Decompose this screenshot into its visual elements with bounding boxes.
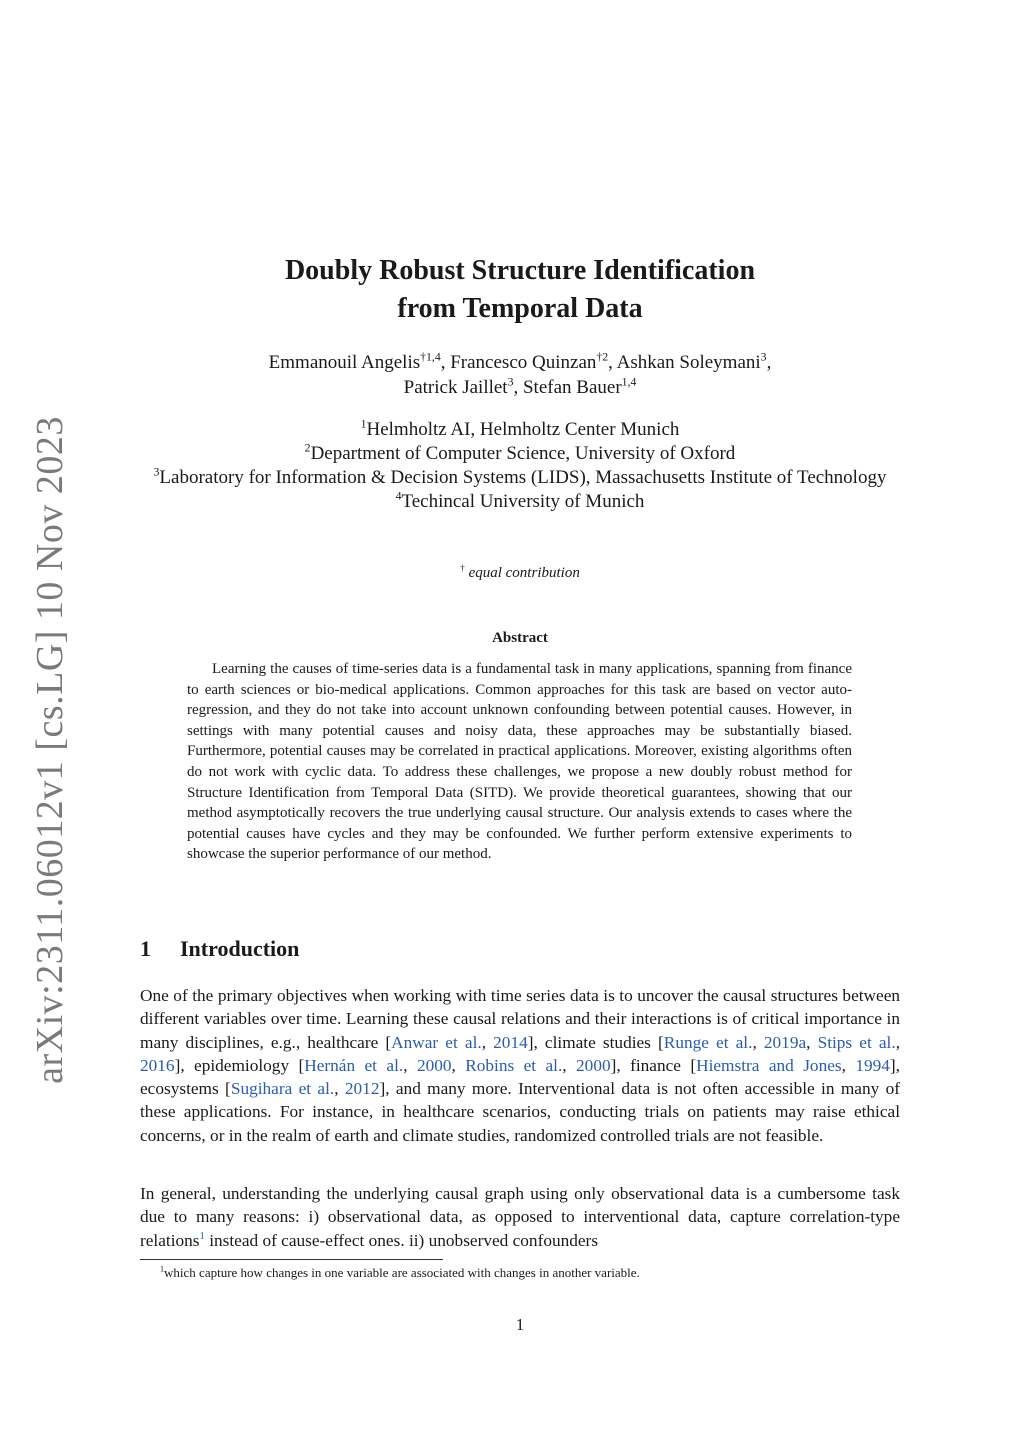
author-affiliation-mark: †2 [596, 350, 609, 364]
citation-year-link[interactable]: 2016 [140, 1055, 175, 1075]
footnote-divider [140, 1259, 443, 1260]
author-name: Patrick Jaillet [403, 377, 508, 398]
citation-year-link[interactable]: 2019a [763, 1032, 807, 1052]
footnote-text: which capture how changes in one variable are associated with changes in another variable. [164, 1265, 640, 1280]
citation-link[interactable]: Hernán et al. [304, 1055, 404, 1075]
citation-year-link[interactable]: 2014 [493, 1032, 528, 1052]
affiliation [140, 418, 900, 442]
affiliation-text: Laboratory for Information & Decision Systems (LIDS), Massachusetts Institute of Technology [159, 467, 887, 488]
footnote-mark: 1 [160, 1264, 165, 1274]
author-name: Francesco Quinzan [450, 352, 597, 373]
author-affiliation-mark: 1,4 [621, 375, 637, 389]
paragraph-text: ], epidemiology [ [174, 1055, 305, 1075]
affiliation-text: Department of Computer Science, University of Oxford [310, 443, 736, 464]
affiliation-mark: 2 [304, 441, 311, 455]
paper-title [140, 252, 900, 328]
citation-link[interactable]: Sugihara et al. [230, 1079, 335, 1099]
citation-year-link[interactable]: 2012 [344, 1079, 380, 1099]
affiliation-text: Techincal University of Munich [401, 491, 645, 512]
author-affiliation-mark: †1,4 [420, 350, 441, 364]
author-name: Ashkan Soleymani [616, 352, 761, 373]
paragraph-text: instead of cause-effect ones. ii) unobserved confounders [204, 1230, 599, 1250]
citation-link[interactable]: Anwar et al. [391, 1032, 482, 1052]
section-number: 1 [140, 936, 151, 961]
author-separator: , [766, 352, 772, 373]
affiliation-mark: 4 [395, 489, 402, 503]
abstract-body: Learning the causes of time-series data is a fundamental task in many applications, spanning from finance to earth sciences or bio-medical applications. Common approaches for this task are based on vector auto-regression, and they do not take into account unknown confounding between potential causes. However, in settings with many potential causes and noisy data, these approaches may be substantially biased. Furthermore, potential causes may be correlated in practical applications. Moreover, existing algorithms often do not work with cyclic data. To address these challenges, we propose a new doubly robust method for Structure Identification from Temporal Data (SITD). We provide theoretical guarantees, showing that our method asymptotically recovers the true underlying causal structure. Our analysis extends to cases where the potential causes have cycles and they may be confounded. We further perform extensive experiments to showcase the superior performance of our method. [187, 661, 852, 863]
page-number: 1 [515, 1315, 525, 1334]
dagger-mark: † [460, 564, 465, 574]
affiliation-mark: 3 [153, 465, 160, 479]
paragraph-text: ], finance [ [610, 1055, 697, 1075]
affiliations [140, 418, 900, 514]
paragraph-text: ], ecosystems [ [140, 1055, 900, 1099]
affiliation [140, 442, 900, 466]
citation-year-link[interactable]: 2000 [416, 1055, 452, 1075]
citation-link[interactable]: Hiemstra and Jones [696, 1055, 842, 1075]
abstract-heading: Abstract [492, 630, 548, 646]
author-separator: , [440, 352, 451, 373]
section-title: Introduction [180, 936, 300, 961]
citation-link[interactable]: Robins et al. [465, 1055, 563, 1075]
author-name: Emmanouil Angelis [268, 352, 421, 373]
title-line-1: Doubly Robust Structure Identification [284, 255, 756, 286]
citation-year-link[interactable]: 2000 [576, 1055, 611, 1075]
paragraph-text: One of the primary objectives when working with time series data is to uncover the causal structures between different variables over time. Learning these causal relations and their interactions is of critical importance in many disciplines, e.g., healthcare [ [140, 986, 900, 1052]
paragraph-text: ], climate studies [ [527, 1032, 664, 1052]
intro-paragraph-2 [140, 1182, 900, 1252]
arxiv-identifier: arXiv:2311.06012v1 [cs.LG] 10 Nov 2023 [29, 416, 71, 1084]
intro-paragraph-1: One of the primary objectives when working with time series data is to uncover the causal structures between different variables over time. Learning these causal relations and their interactions is of critical importance in many disciplines, e.g., healthcare [Anwar et al., 2014], climate studies [Runge et al., 2019a, Stips et al., 2016], epidemiology [Hernán et al., 2000, Robins et al., 2000], finance [Hiemstra and Jones, 1994], ecosystems [Sugihara et al., 2012], and many more. Interventional data is not often accessible in many of these applications. For instance, in healthcare scenarios, conducting trials on patients may raise ethical concerns, or in the realm of earth and climate studies, randomized controlled trials are not feasible. [140, 986, 901, 1145]
author-separator: , [513, 377, 523, 398]
citation-year-link[interactable]: 1994 [855, 1055, 890, 1075]
affiliation [140, 490, 900, 514]
author-separator: , [608, 352, 617, 373]
equal-contribution-note [140, 563, 900, 583]
author-name: Stefan Bauer [522, 377, 622, 398]
author-affiliation-mark: 3 [760, 350, 767, 364]
title-line-2: from Temporal Data [397, 293, 643, 324]
author-affiliation-mark: 3 [507, 375, 514, 389]
equal-contribution-text: equal contribution [468, 565, 580, 581]
citation-link[interactable]: Stips et al. [817, 1032, 896, 1052]
section-heading [140, 936, 299, 962]
author-list [140, 350, 900, 400]
affiliation [140, 466, 900, 490]
affiliation-mark: 1 [360, 417, 367, 431]
footnote-link[interactable]: 1 [199, 1229, 205, 1242]
citation-link[interactable]: Runge et al. [663, 1032, 753, 1052]
affiliation-text: Helmholtz AI, Helmholtz Center Munich [366, 419, 680, 440]
footnote [140, 1264, 900, 1282]
paragraph-text: In general, understanding the underlying causal graph using only observational data is a cumbersome task due to many reasons: i) observational data, as opposed to interventional data, capture correlation-type relations [140, 1184, 900, 1250]
paragraph-text: ], and many more. Interventional data is not often accessible in many of these applications. For instance, in healthcare scenarios, conducting trials on patients may raise ethical concerns, or in the realm of earth and climate studies, randomized controlled trials are not feasible. [140, 1079, 900, 1145]
